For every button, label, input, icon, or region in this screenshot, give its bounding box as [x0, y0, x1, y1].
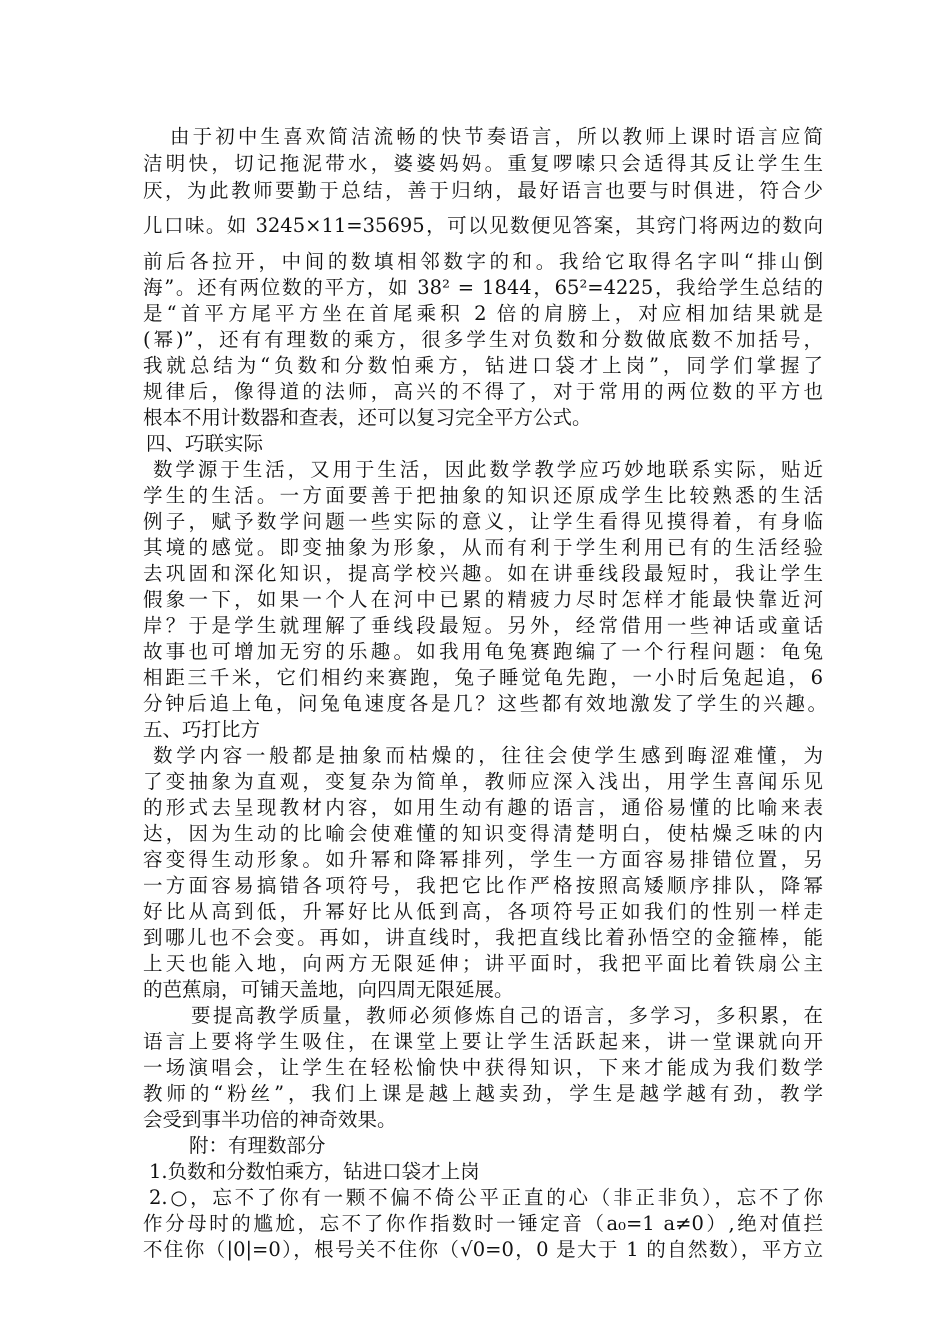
text-line: 一场演唱会，让学生在轻松愉快中获得知识，下来才能成为我们数学 — [143, 1056, 823, 1079]
text-line: (幂)”，还有有理数的乘方，很多学生对负数和分数做底数不加括号， — [143, 328, 823, 351]
text-line: 海”。还有两位数的平方，如 38² = 1844，65²=4225，我给学生总结的 — [143, 276, 823, 299]
text-line: 好比从高到低，升幂好比从低到高，各项符号正如我们的性别一样走 — [143, 900, 823, 923]
text-line: 的芭蕉扇，可铺天盖地，向四周无限延展。 — [143, 978, 514, 1001]
text-line: 是“首平方尾平方坐在首尾乘积 2 倍的肩膀上，对应相加结果就是 — [143, 302, 823, 325]
text-line: 语言上要将学生吸住，在课堂上要让学生活跃起来，讲一堂课就向开 — [143, 1030, 823, 1053]
text-line: 上天也能入地，向两方无限延伸；讲平面时，我把平面比着铁扇公主 — [143, 952, 823, 975]
text-line: 要提高教学质量，教师必须修炼自己的语言，多学习，多积累，在 — [191, 1004, 823, 1027]
text-line: 故事也可增加无穷的乐趣。如我用龟兔赛跑编了一个行程问题：龟兔 — [143, 640, 823, 663]
text-line: 数学源于生活，又用于生活，因此数学教学应巧妙地联系实际，贴近 — [153, 458, 823, 481]
list-item: 1.负数和分数怕乘方，钻进口袋才上岗 — [149, 1160, 480, 1183]
text-line: 不住你（|0|=0），根号关不住你（√0=0，0 是大于 1 的自然数），平方立 — [143, 1238, 823, 1261]
text-line: 岸？于是学生就理解了垂线段最短。另外，经常借用一些神话或童话 — [143, 614, 823, 637]
text-line: 我就总结为“负数和分数怕乘方，钻进口袋才上岗”，同学们掌握了 — [143, 354, 823, 377]
text-line: 会受到事半功倍的神奇效果。 — [143, 1108, 397, 1131]
text-line: 了变抽象为直观，变复杂为简单，教师应深入浅出，用学生喜闻乐见 — [143, 770, 823, 793]
text-line: 根本不用计数器和查表，还可以复习完全平方公式。 — [143, 406, 592, 429]
appendix-heading: 附：有理数部分 — [189, 1134, 326, 1157]
text-line: 洁明快，切记拖泥带水，婆婆妈妈。重复啰嗦只会适得其反让学生生 — [143, 152, 823, 175]
text-line: 数学内容一般都是抽象而枯燥的，往往会使学生感到晦涩难懂，为 — [153, 744, 823, 767]
list-item: 2.○，忘不了你有一颗不偏不倚公平正直的心（非正非负），忘不了你 — [149, 1186, 823, 1209]
text-line: 作分母时的尴尬，忘不了你作指数时一锤定音（a₀=1 a≠0）,绝对值拦 — [143, 1212, 823, 1235]
text-line: 学生的生活。一方面要善于把抽象的知识还原成学生比较熟悉的生活 — [143, 484, 823, 507]
text-line: 的形式去呈现教材内容，如用生动有趣的语言，通俗易懂的比喻来表 — [143, 796, 823, 819]
text-line: 到哪儿也不会变。再如，讲直线时，我把直线比着孙悟空的金箍棒，能 — [143, 926, 823, 949]
text-line: 例子，赋予数学问题一些实际的意义，让学生看得见摸得着，有身临 — [143, 510, 823, 533]
text-line: 达，因为生动的比喻会使难懂的知识变得清楚明白，使枯燥乏味的内 — [143, 822, 823, 845]
text-line: 教师的“粉丝”，我们上课是越上越卖劲，学生是越学越有劲，教学 — [143, 1082, 823, 1105]
text-line: 儿口味。如 3245×11=35695，可以见数便见答案，其窍门将两边的数向 — [143, 214, 823, 237]
text-line: 容变得生动形象。如升幂和降幂排列，学生一方面容易排错位置，另 — [143, 848, 823, 871]
text-line: 由于初中生喜欢简洁流畅的快节奏语言，所以教师上课时语言应简 — [170, 125, 823, 148]
section-heading: 五、巧打比方 — [143, 718, 261, 741]
text-line: 前后各拉开，中间的数填相邻数字的和。我给它取得名字叫“排山倒 — [143, 250, 823, 273]
text-line: 去巩固和深化知识，提高学校兴趣。如在讲垂线段最短时，我让学生 — [143, 562, 823, 585]
text-line: 规律后，像得道的法师，高兴的不得了，对于常用的两位数的平方也 — [143, 380, 823, 403]
text-line: 厌，为此教师要勤于总结，善于归纳，最好语言也要与时俱进，符合少 — [143, 179, 823, 202]
text-line: 分钟后追上龟，问兔龟速度各是几？这些都有效地激发了学生的兴趣。 — [143, 692, 827, 715]
text-line: 相距三千米，它们相约来赛跑，兔子睡觉龟先跑，一小时后兔起追，6 — [143, 666, 823, 689]
section-heading: 四、巧联实际 — [146, 432, 264, 455]
text-line: 一方面容易搞错各项符号，我把它比作严格按照高矮顺序排队，降幂 — [143, 874, 823, 897]
text-line: 假象一下，如果一个人在河中已累的精疲力尽时怎样才能最快靠近河 — [143, 588, 823, 611]
text-line: 其境的感觉。即变抽象为形象，从而有利于学生利用已有的生活经验 — [143, 536, 823, 559]
